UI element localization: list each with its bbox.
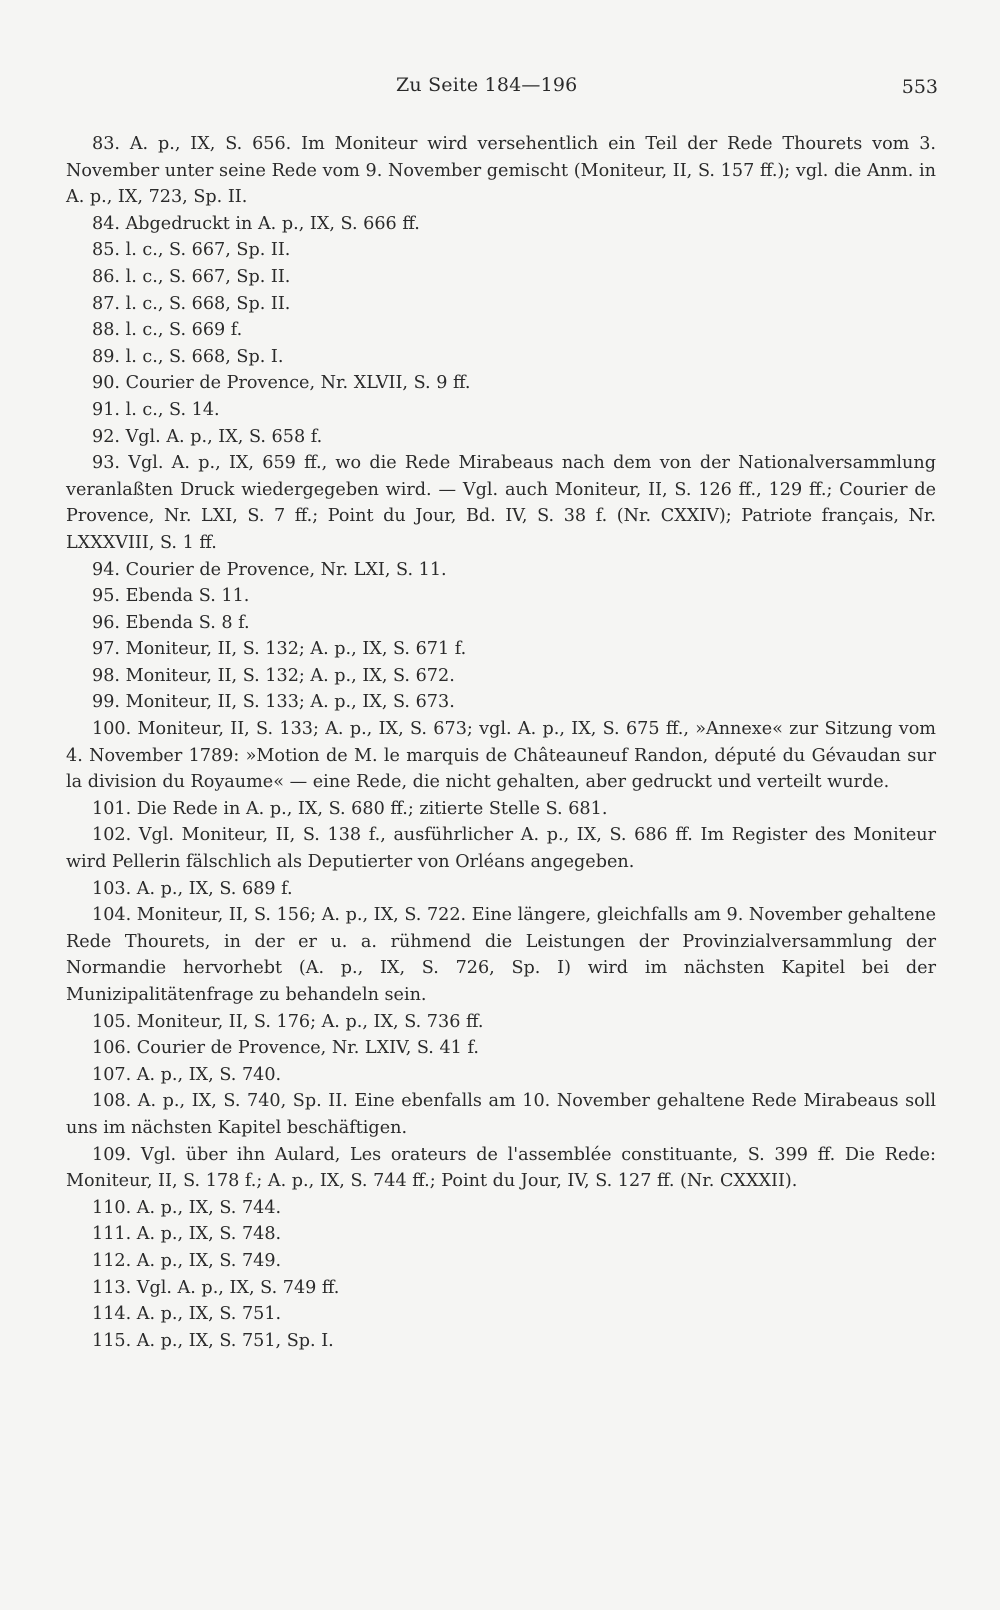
endnote: 92. Vgl. A. p., IX, S. 658 f. xyxy=(92,426,323,447)
endnote: 111. A. p., IX, S. 748. xyxy=(92,1224,282,1245)
endnote: 103. A. p., IX, S. 689 f. xyxy=(92,878,293,899)
endnote: 104. Moniteur, II, S. 156; A. p., IX, S. 722. Eine längere, gleichfalls am 9. November gehaltene Rede Thourets, in der er u. a. rühmend die Leistungen der Provinzialversammlung der Normandie hervorhebt (A. p., IX, S. 726, Sp. I) wird im nächsten Kapitel bei der Munizipalitätenfrage zu behandeln sein. xyxy=(66,905,936,1005)
endnote: 95. Ebenda S. 11. xyxy=(92,586,250,607)
endnote: 83. A. p., IX, S. 656. Im Moniteur wird versehentlich ein Teil der Rede Thourets vom 3. November unter seine Rede vom 9. November gemischt (Moniteur, II, S. 157 ff.); vgl. die Anm. in A. p., IX, 723, Sp. II. xyxy=(66,134,936,208)
endnote: 101. Die Rede in A. p., IX, S. 680 ff.; zitierte Stelle S. 681. xyxy=(92,798,608,819)
endnote: 86. l. c., S. 667, Sp. II. xyxy=(92,266,291,287)
endnote: 108. A. p., IX, S. 740, Sp. II. Eine ebenfalls am 10. November gehaltene Rede Mirabeaus soll uns im nächsten Kapitel beschäftigen. xyxy=(66,1091,936,1138)
endnote: 97. Moniteur, II, S. 132; A. p., IX, S. 671 f. xyxy=(92,639,467,660)
running-head xyxy=(0,74,1000,104)
endnote: 96. Ebenda S. 8 f. xyxy=(92,612,250,633)
endnote: 107. A. p., IX, S. 740. xyxy=(92,1064,282,1085)
running-title: Zu Seite 184—196 xyxy=(396,74,578,96)
endnote: 91. l. c., S. 14. xyxy=(92,399,220,420)
endnote: 98. Moniteur, II, S. 132; A. p., IX, S. 672. xyxy=(92,665,455,686)
endnote: 100. Moniteur, II, S. 133; A. p., IX, S. 673; vgl. A. p., IX, S. 675 ff., »Annexe« zur Sitzung vom 4. November 1789: »Motion de M. le marquis de Châteauneuf Randon, député du Gévaudan sur la division du Royaume« — eine Rede, die nicht gehalten, aber gedruckt und verteilt wurde. xyxy=(66,719,936,793)
endnote: 99. Moniteur, II, S. 133; A. p., IX, S. 673. xyxy=(92,692,455,713)
endnote: 115. A. p., IX, S. 751, Sp. I. xyxy=(92,1330,334,1351)
endnote: 109. Vgl. über ihn Aulard, Les orateurs de l'assemblée constituante, S. 399 ff. Die Rede: Moniteur, II, S. 178 f.; A. p., IX, S. 744 ff.; Point du Jour, IV, S. 127 ff. (Nr. CXXXII). xyxy=(66,1144,936,1192)
endnote: 85. l. c., S. 667, Sp. II. xyxy=(92,240,291,261)
endnote: 90. Courier de Provence, Nr. XLVII, S. 9 ff. xyxy=(92,373,471,394)
endnote: 106. Courier de Provence, Nr. LXIV, S. 41 f. xyxy=(92,1038,479,1059)
endnote: 89. l. c., S. 668, Sp. I. xyxy=(92,346,284,367)
endnote: 114. A. p., IX, S. 751. xyxy=(92,1304,282,1325)
endnote: 88. l. c., S. 669 f. xyxy=(92,320,243,341)
endnote: 102. Vgl. Moniteur, II, S. 138 f., ausführlicher A. p., IX, S. 686 ff. Im Register des Moniteur wird Pellerin fälschlich als Deputierter von Orléans angegeben. xyxy=(66,825,936,873)
endnote: 94. Courier de Provence, Nr. LXI, S. 11. xyxy=(92,559,447,580)
endnote: 84. Abgedruckt in A. p., IX, S. 666 ff. xyxy=(92,213,420,234)
endnote: 113. Vgl. A. p., IX, S. 749 ff. xyxy=(92,1277,340,1298)
endnote: 93. Vgl. A. p., IX, 659 ff., wo die Rede Mirabeaus nach dem von der Nationalversammlung veranlaßten Druck wiedergegeben wird. — Vgl. auch Moniteur, II, S. 126 ff., 129 ff.; Courier de Provence, Nr. LXI, S. 7 ff.; Point du Jour, Bd. IV, S. 38 f. (Nr. CXXIV); Patriote français, Nr. LXXXVIII, S. 1 ff. xyxy=(66,453,936,553)
endnote: 112. A. p., IX, S. 749. xyxy=(92,1250,282,1271)
endnote: 105. Moniteur, II, S. 176; A. p., IX, S. 736 ff. xyxy=(92,1011,484,1032)
endnote: 87. l. c., S. 668, Sp. II. xyxy=(92,293,291,314)
endnote: 110. A. p., IX, S. 744. xyxy=(92,1197,282,1218)
page-number: 553 xyxy=(901,76,938,98)
endnotes-list xyxy=(66,131,936,1354)
